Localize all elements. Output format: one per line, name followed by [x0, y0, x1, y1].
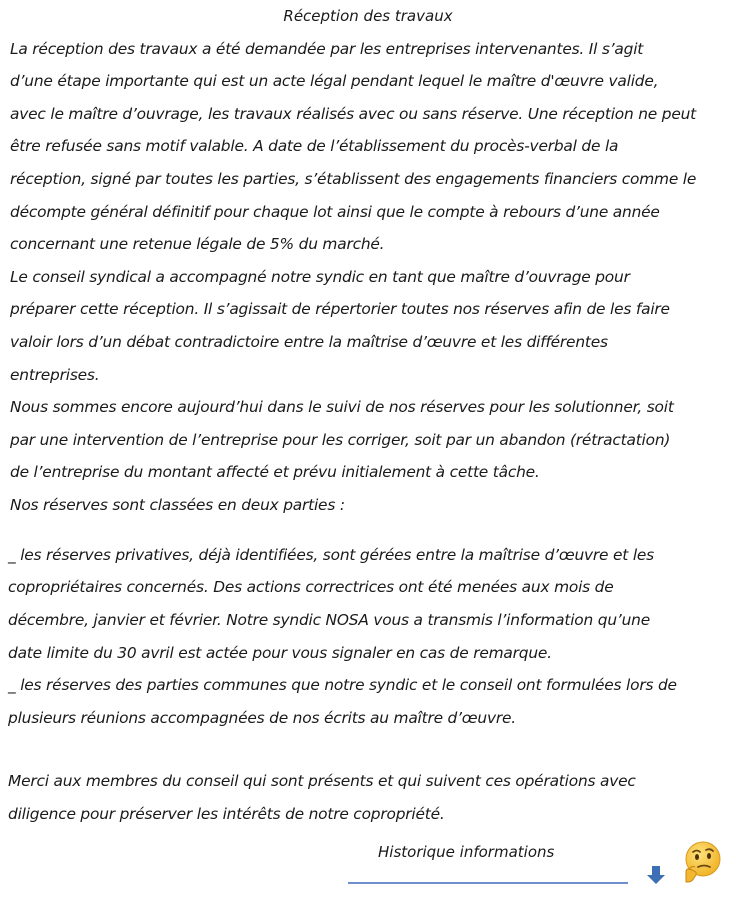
text-line: valoir lors d’un débat contradictoire entre la maîtrise d’œuvre et les différentes — [10, 333, 608, 351]
text-line: Nous sommes encore aujourd’hui dans le suivi de nos réserves pour les solutionner, soit — [10, 398, 674, 416]
text-line: copropriétaires concernés. Des actions correctrices ont été menées aux mois de — [8, 578, 614, 596]
text-line: Merci aux membres du conseil qui sont présents et qui suivent ces opérations avec — [8, 772, 636, 790]
text-line: par une intervention de l’entreprise pour les corriger, soit par un abandon (rétractation) — [10, 431, 671, 449]
text-line: avec le maître d’ouvrage, les travaux réalisés avec ou sans réserve. Une réception ne peut — [10, 105, 696, 123]
text-line: diligence pour préserver les intérêts de notre copropriété. — [8, 805, 445, 823]
text-line: d’une étape importante qui est un acte légal pendant lequel le maître d'œuvre valide, — [10, 72, 659, 90]
text-line: _ les réserves privatives, déjà identifiées, sont gérées entre la maîtrise d’œuvre et les — [8, 546, 654, 564]
link-underline — [348, 882, 628, 884]
text-line: préparer cette réception. Il s’agissait de répertorier toutes nos réserves afin de les faire — [10, 300, 670, 318]
text-line: plusieurs réunions accompagnées de nos écrits au maître d’œuvre. — [8, 709, 516, 727]
text-line: Le conseil syndical a accompagné notre syndic en tant que maître d’ouvrage pour — [10, 268, 630, 286]
text-line: entreprises. — [10, 366, 100, 384]
text-line: Nos réserves sont classées en deux parties : — [10, 496, 345, 514]
text-line: de l’entreprise du montant affecté et prévu initialement à cette tâche. — [10, 463, 540, 481]
text-line: décompte général définitif pour chaque lot ainsi que le compte à rebours d’une année — [10, 203, 660, 221]
page-title: Réception des travaux — [283, 7, 453, 25]
text-line: date limite du 30 avril est actée pour vous signaler en cas de remarque. — [8, 644, 552, 662]
text-line: décembre, janvier et février. Notre syndic NOSA vous a transmis l’information qu’une — [8, 611, 650, 629]
text-line: concernant une retenue légale de 5% du marché. — [10, 235, 385, 253]
text-line: La réception des travaux a été demandée par les entreprises intervenantes. Il s’agit — [10, 40, 644, 58]
text-line: réception, signé par toutes les parties, s’établissent des engagements financiers comme le — [10, 170, 697, 188]
arrow-down-icon[interactable] — [645, 864, 667, 886]
thinking-face-icon — [680, 840, 724, 884]
historique-informations-link[interactable]: Historique informations — [378, 843, 555, 861]
text-line: être refusée sans motif valable. A date de l’établissement du procès-verbal de la — [10, 137, 619, 155]
text-line: _ les réserves des parties communes que notre syndic et le conseil ont formulées lors de — [8, 676, 677, 694]
